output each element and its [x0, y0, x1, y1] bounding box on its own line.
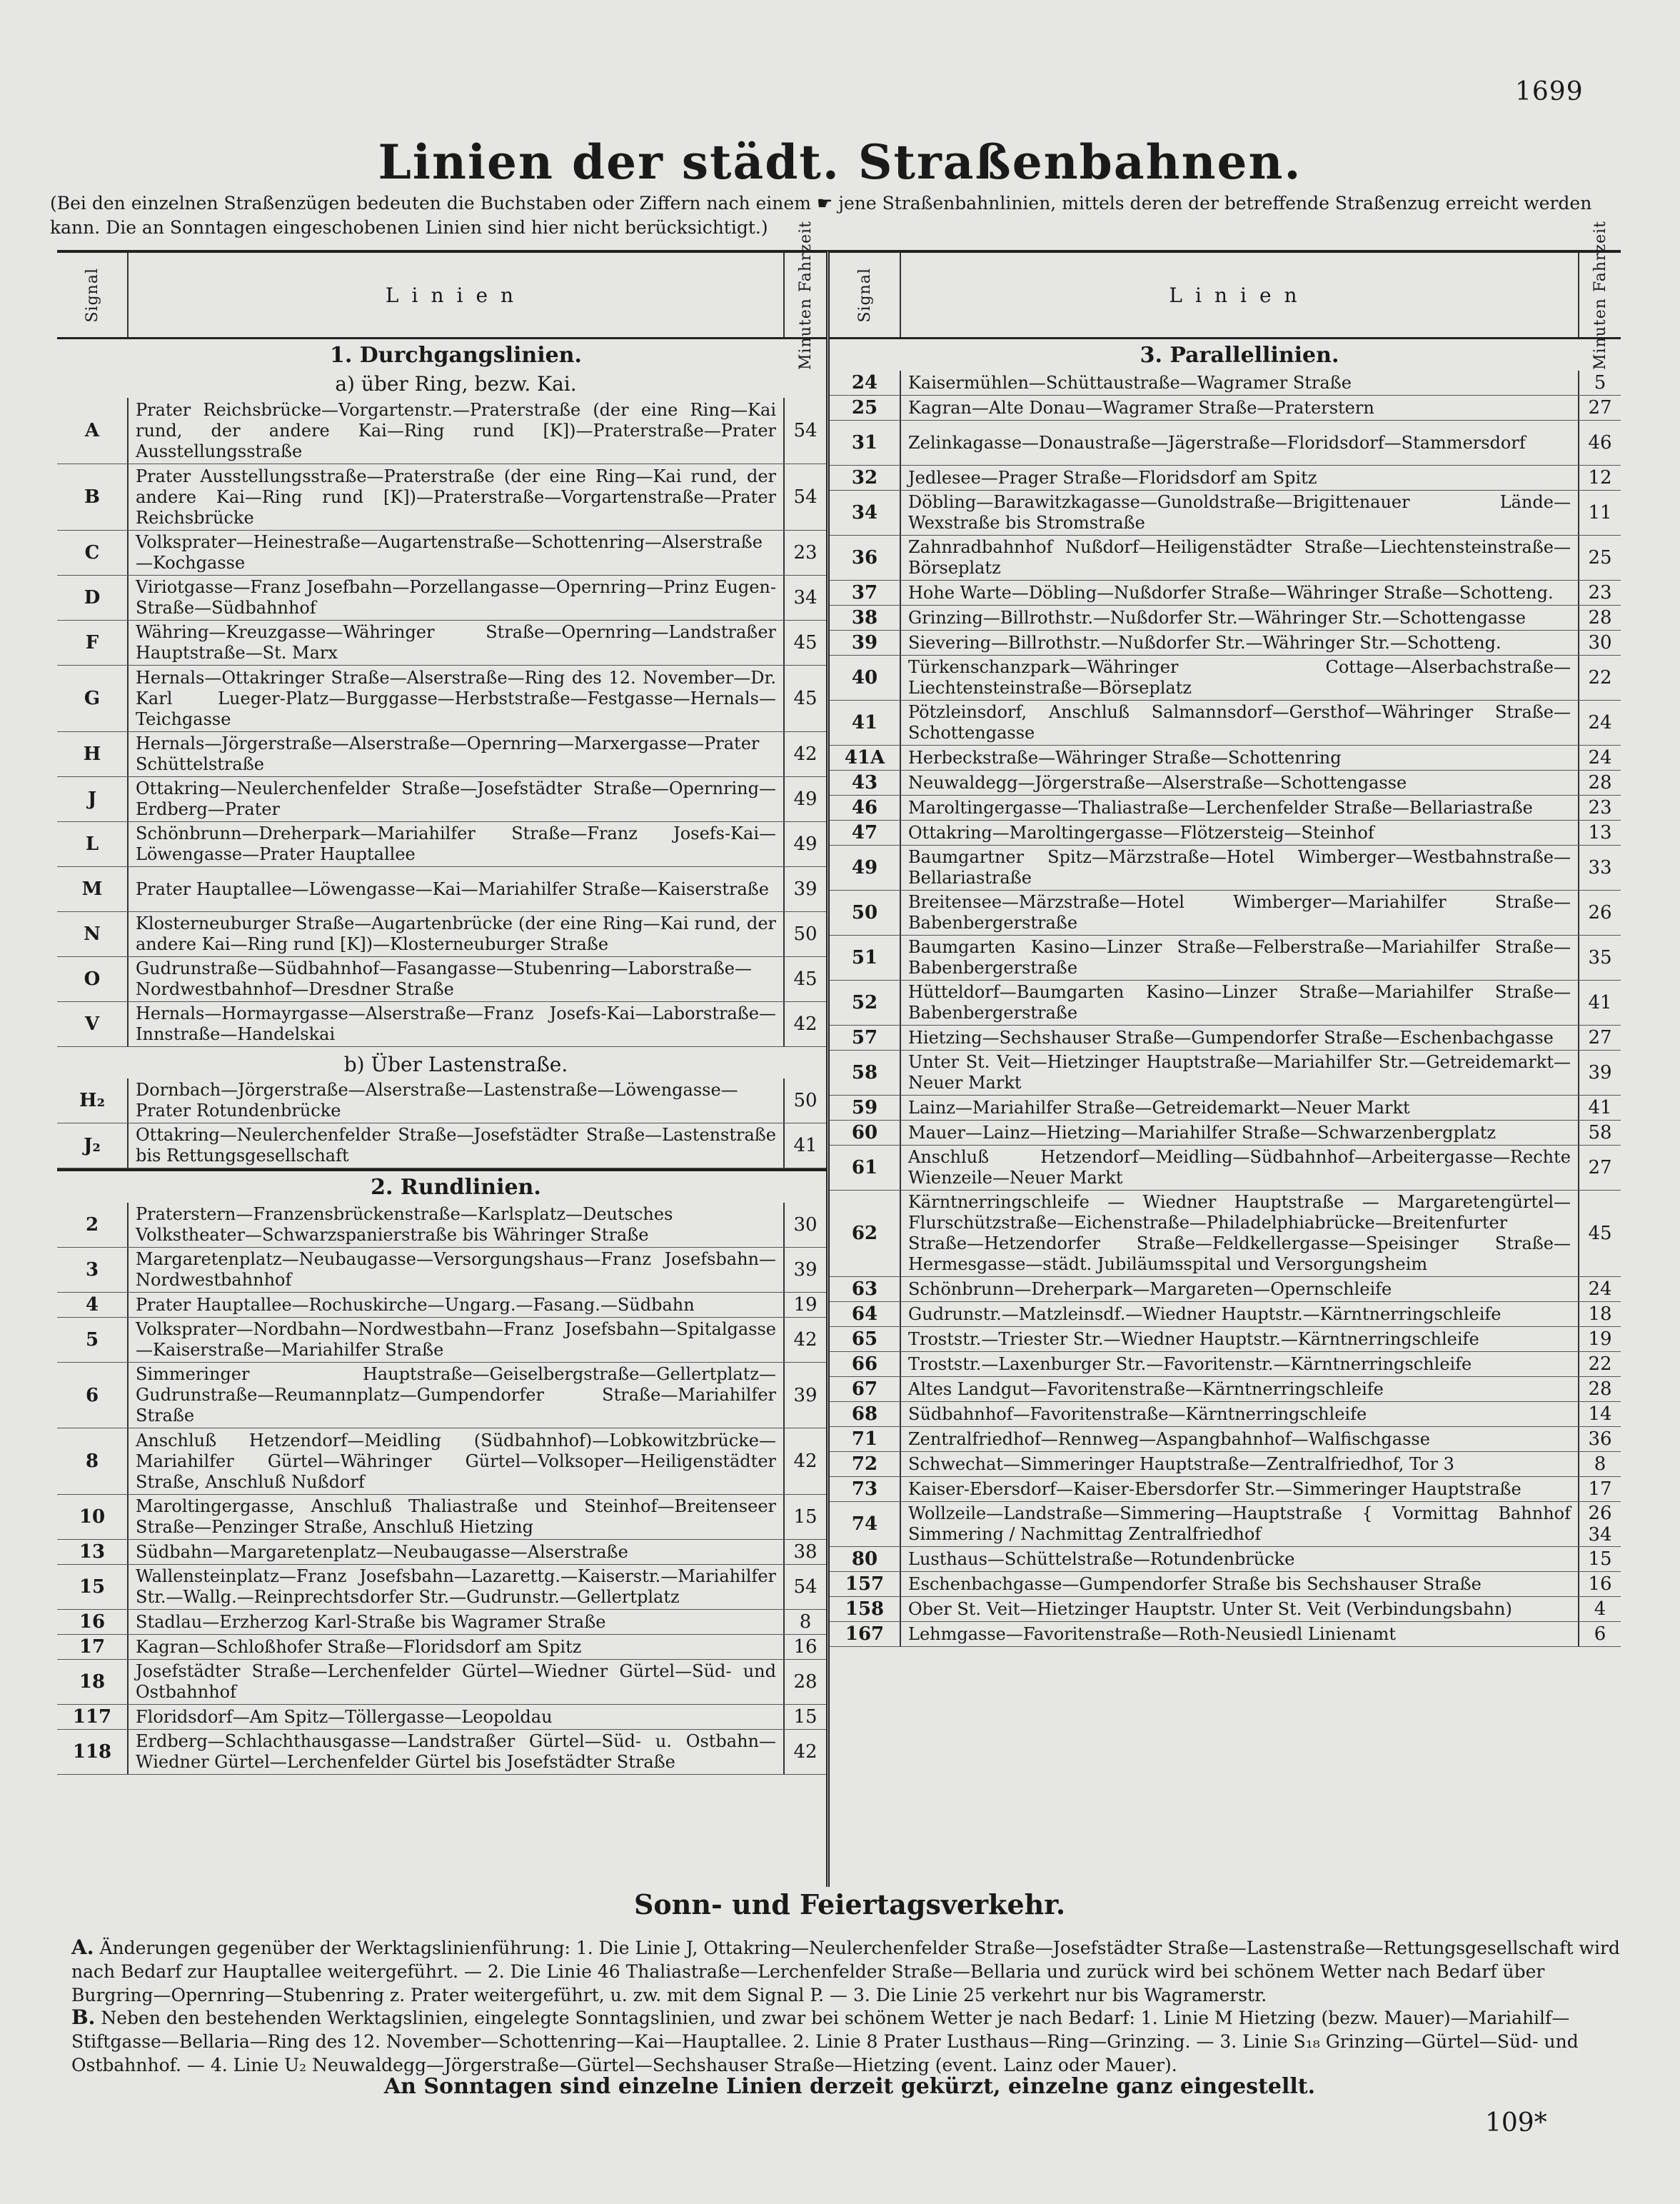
table-row — [830, 656, 1621, 701]
signal-cell: 49 — [830, 846, 901, 890]
route-cell: Hernals—Ottakringer Straße—Alserstraße—Ring des 12. November—Dr. Karl Lueger-Platz—Burggasse—Herbststraße—Festgasse—Hernals—Teichgasse — [136, 667, 776, 729]
signal-cell: 58 — [830, 1051, 901, 1095]
signal-cell: 32 — [830, 466, 901, 490]
signal-cell: 5 — [57, 1318, 129, 1362]
table-row — [57, 464, 826, 531]
minutes-cell: 28 — [1578, 1377, 1621, 1401]
route-cell: Schwechat—Simmeringer Hauptstraße—Zentralfriedhof, Tor 3 — [908, 1453, 1454, 1474]
route-cell: Troststr.—Triester Str.—Wiedner Hauptstr.—Kärntnerringschleife — [908, 1328, 1479, 1349]
table-row — [57, 531, 826, 576]
signal-cell: 61 — [830, 1146, 901, 1190]
route-cell: Praterstern—Franzensbrückenstraße—Karlsplatz—Deutsches Volkstheater—Schwarzspanierstraße bis Währinger Straße — [136, 1204, 673, 1245]
table-row — [830, 1477, 1621, 1502]
signal-cell: 43 — [830, 771, 901, 795]
route-cell: Floridsdorf—Am Spitz—Töllergasse—Leopoldau — [136, 1706, 553, 1727]
route-cell: Prater Hauptallee—Rochuskirche—Ungarg.—Fasang.—Südbahn — [136, 1294, 695, 1315]
route-cell: Unter St. Veit—Hietzinger Hauptstraße—Mariahilfer Str.—Getreidemarkt—Neuer Markt — [908, 1052, 1571, 1093]
subsection-heading: a) über Ring, bezw. Kai. — [335, 372, 577, 396]
intro-note: (Bei den einzelnen Straßenzügen bedeuten die Buchstaben oder Ziffern nach einem ☛ jene Straßenbahnlinien, mittels deren der betreffende Straßenzug erreicht werden kann. Die an Sonntagen eingeschobenen Linien sind hier nicht berücksichtigt.) — [50, 193, 1592, 238]
signal-cell: 37 — [830, 581, 901, 605]
route-cell: Zahnradbahnhof Nußdorf—Heiligenstädter Straße—Liechtensteinstraße—Börseplatz — [908, 537, 1571, 578]
section-heading: 1. Durchgangslinien. — [330, 343, 582, 368]
route-cell: Ottakring—Maroltingergasse—Flötzersteig—Steinhof — [908, 822, 1374, 843]
signal-cell: 167 — [830, 1622, 901, 1646]
route-cell: Eschenbachgasse—Gumpendorfer Straße bis Sechshauser Straße — [908, 1573, 1482, 1594]
route-cell: Jedlesee—Prager Straße—Floridsdorf am Spitz — [908, 467, 1317, 488]
minutes-cell: 16 — [783, 1635, 826, 1659]
signal-cell: 34 — [830, 491, 901, 535]
minutes-cell: 39 — [783, 1363, 826, 1428]
minutes-cell: 58 — [1578, 1121, 1621, 1145]
minutes-cell: 49 — [783, 822, 826, 866]
signal-cell: 47 — [830, 821, 901, 845]
table-row — [57, 912, 826, 957]
minutes-cell: 27 — [1578, 1146, 1621, 1190]
minutes-cell: 30 — [783, 1203, 826, 1247]
table-row — [830, 581, 1621, 606]
signal-cell: B — [57, 464, 129, 530]
minutes-cell: 24 — [1578, 701, 1621, 745]
table-row — [830, 536, 1621, 581]
signal-cell: 74 — [830, 1502, 901, 1546]
signal-cell: 15 — [57, 1565, 129, 1609]
right-table — [830, 220, 1621, 1887]
route-cell: Hütteldorf—Baumgarten Kasino—Linzer Straße—Mariahilfer Straße—Babenbergerstraße — [908, 982, 1571, 1023]
route-cell: Wallensteinplatz—Franz Josefsbahn—Lazarettg.—Kaiserstr.—Mariahilfer Str.—Wallg.—Reinprechtsdorfer Str.—Gudrunstr.—Gellertplatz — [136, 1566, 776, 1607]
signal-cell: 157 — [830, 1572, 901, 1596]
table-row — [830, 796, 1621, 821]
minutes-cell: 15 — [783, 1705, 826, 1729]
signal-cell: 63 — [830, 1277, 901, 1301]
table-row — [830, 891, 1621, 936]
sunday-note-a — [71, 1935, 1628, 2007]
table-row — [57, 1428, 826, 1495]
table-row — [57, 1002, 826, 1047]
signal-cell: 41 — [830, 701, 901, 745]
minutes-cell: 42 — [783, 1002, 826, 1046]
minutes-cell: 15 — [783, 1495, 826, 1539]
minutes-cell: 23 — [1578, 581, 1621, 605]
minutes-cell: 16 — [1578, 1572, 1621, 1596]
route-cell: Anschluß Hetzendorf—Meidling (Südbahnhof)—Lobkowitzbrücke—Mariahilfer Gürtel—Währinger Gürtel—Volksoper—Heiligenstädter Straße, Anschluß Nußdorf — [136, 1430, 776, 1492]
route-cell: Ottakring—Neulerchenfelder Straße—Josefstädter Straße—Opernring—Erdberg—Prater — [136, 778, 776, 819]
table-row — [830, 1502, 1621, 1547]
minutes-cell: 27 — [1578, 396, 1621, 420]
route-cell: Lusthaus—Schüttelstraße—Rotundenbrücke — [908, 1548, 1295, 1569]
minutes-cell: 35 — [1578, 936, 1621, 980]
signal-cell: V — [57, 1002, 129, 1046]
minutes-cell: 14 — [1578, 1402, 1621, 1426]
signal-cell: H₂ — [57, 1078, 129, 1123]
signal-cell: 8 — [57, 1428, 129, 1494]
signal-cell: 60 — [830, 1121, 901, 1145]
signal-cell: N — [57, 912, 129, 956]
minutes-cell: 41 — [783, 1123, 826, 1168]
route-cell: Gudrunstr.—Matzleinsdf.—Wiedner Hauptstr.—Kärntnerringschleife — [908, 1303, 1502, 1324]
table-row — [830, 746, 1621, 771]
minutes-cell: 45 — [783, 957, 826, 1001]
signal-cell: 118 — [57, 1730, 129, 1774]
table-row — [830, 936, 1621, 981]
table-row — [830, 421, 1621, 466]
minutes-cell: 38 — [783, 1540, 826, 1564]
signal-cell: M — [57, 867, 129, 911]
signal-cell: 68 — [830, 1402, 901, 1426]
minutes-cell: 45 — [1578, 1191, 1621, 1276]
table-row — [830, 631, 1621, 656]
route-cell: Währing—Kreuzgasse—Währinger Straße—Opernring—Landstraßer Hauptstraße—St. Marx — [136, 622, 776, 663]
minutes-cell: 28 — [783, 1660, 826, 1704]
table-row — [57, 822, 826, 867]
table-row — [57, 867, 826, 912]
table-row — [830, 1597, 1621, 1622]
route-cell: Hernals—Jörgerstraße—Alserstraße—Opernring—Marxergasse—Prater Schüttelstraße — [136, 733, 760, 774]
table-row — [830, 1352, 1621, 1377]
signal-cell: 50 — [830, 891, 901, 935]
signal-cell: 6 — [57, 1363, 129, 1428]
table-row — [830, 371, 1621, 396]
table-row — [830, 846, 1621, 891]
signal-cell: H — [57, 732, 129, 776]
minutes-cell: 54 — [783, 398, 826, 464]
route-cell: Südbahn—Margaretenplatz—Neubaugasse—Alserstraße — [136, 1541, 628, 1562]
route-cell: Dornbach—Jörgerstraße—Alserstraße—Lastenstraße—Löwengasse—Prater Rotundenbrücke — [136, 1080, 738, 1121]
signal-cell: O — [57, 957, 129, 1001]
note-text: Neben den bestehenden Werktagslinien, eingelegte Sonntagslinien, und zwar bei schönem Wetter je nach Bedarf: 1. Linie M Hietzing (bezw. Mauer)—Mariahilf—Stiftgasse—Bellaria—Ring des 12. November—Schottenring—Kai—Hauptallee. 2. Linie 8 Prater Lusthaus—Ring—Grinzing. — 3. Linie S₁₈ Grinzing—Gürtel—Süd- und Ostbahnhof. — 4. Linie U₂ Neuwaldegg—Jörgerstraße—Gürtel—Sechshauser Straße—Hietzing (event. Lainz oder Mauer). — [71, 2008, 1579, 2075]
right-table-body — [830, 339, 1621, 1647]
minutes-cell: 23 — [783, 531, 826, 575]
minutes-cell: 25 — [1578, 536, 1621, 580]
route-cell: Anschluß Hetzendorf—Meidling—Südbahnhof—Arbeitergasse—Rechte Wienzeile—Neuer Markt — [908, 1147, 1571, 1188]
table-row — [830, 491, 1621, 536]
signal-cell: 57 — [830, 1026, 901, 1050]
signal-cell: 31 — [830, 421, 901, 465]
minutes-cell: 50 — [783, 1078, 826, 1123]
note-text: Änderungen gegenüber der Werktagslinienführung: 1. Die Linie J, Ottakring—Neulerchenfelder Straße—Josefstädter Straße—Lastenstraße—Rettungsgesellschaft wird nach Bedarf zur Hauptallee weitergeführt. — 2. Die Linie 46 Thaliastraße—Lerchenfelder Straße—Bellaria und zurück wird bei schönem Wetter nach Bedarf über Burgring—Opernring—Stubenring z. Prater weitergeführt, u. zw. mit dem Signal P. — 3. Die Linie 25 verkehrt nur bis Wagramerstr. — [71, 1938, 1620, 2005]
table-row — [830, 1572, 1621, 1597]
table-row — [830, 1096, 1621, 1121]
table-row — [830, 1146, 1621, 1191]
minutes-cell: 5 — [1578, 371, 1621, 395]
route-cell: Baumgarten Kasino—Linzer Straße—Felberstraße—Mariahilfer Straße—Babenbergerstraße — [908, 937, 1571, 978]
table-row — [830, 396, 1621, 421]
route-cell: Stadlau—Erzherzog Karl-Straße bis Wagramer Straße — [136, 1611, 606, 1632]
table-row — [57, 1705, 826, 1730]
signal-cell: 158 — [830, 1597, 901, 1621]
signal-cell: 18 — [57, 1660, 129, 1704]
route-cell: Prater Reichsbrücke—Vorgartenstr.—Praterstraße (der eine Ring—Kai rund, der andere Kai—Ring rund [K])—Praterstraße—Prater Ausstellungsstraße — [136, 399, 776, 461]
signal-cell: L — [57, 822, 129, 866]
table-row — [57, 666, 826, 732]
signal-cell: C — [57, 531, 129, 575]
route-cell: Hernals—Hormayrgasse—Alserstraße—Franz Josefs-Kai—Laborstraße—Innstraße—Handelskai — [136, 1003, 776, 1044]
table-row — [57, 1203, 826, 1248]
signal-cell: J₂ — [57, 1123, 129, 1168]
table-row — [830, 1547, 1621, 1572]
table-row — [57, 1635, 826, 1660]
table-row — [830, 1427, 1621, 1452]
route-cell: Schönbrunn—Dreherpark—Margareten—Opernschleife — [908, 1278, 1392, 1299]
signal-cell: 38 — [830, 606, 901, 630]
minutes-cell: 30 — [1578, 631, 1621, 655]
table-row — [830, 1327, 1621, 1352]
table-row — [830, 1121, 1621, 1146]
signal-cell: 25 — [830, 396, 901, 420]
minutes-cell: 28 — [1578, 771, 1621, 795]
route-cell: Zelinkagasse—Donaustraße—Jägerstraße—Floridsdorf—Stammersdorf — [908, 432, 1526, 453]
table-row — [830, 1026, 1621, 1051]
minutes-cell: 22 — [1578, 656, 1621, 700]
route-cell: Kagran—Schloßhofer Straße—Floridsdorf am Spitz — [136, 1636, 582, 1657]
minutes-cell: 26 34 — [1578, 1502, 1621, 1546]
minutes-cell: 50 — [783, 912, 826, 956]
signal-cell: 73 — [830, 1477, 901, 1501]
route-cell: Grinzing—Billrothstr.—Nußdorfer Str.—Währinger Str.—Schottengasse — [908, 607, 1526, 628]
note-label: B. — [71, 2005, 96, 2029]
signal-cell: 17 — [57, 1635, 129, 1659]
route-cell: Josefstädter Straße—Lerchenfelder Gürtel—Wiedner Gürtel—Süd- und Ostbahnhof — [136, 1661, 776, 1702]
route-cell: Breitensee—Märzstraße—Hotel Wimberger—Mariahilfer Straße—Babenbergerstraße — [908, 892, 1571, 933]
signal-cell: D — [57, 576, 129, 620]
minutes-cell: 46 — [1578, 421, 1621, 465]
table-row — [57, 398, 826, 464]
route-cell: Baumgartner Spitz—Märzstraße—Hotel Wimberger—Westbahnstraße—Bellariastraße — [908, 847, 1571, 888]
route-cell: Altes Landgut—Favoritenstraße—Kärntnerringschleife — [908, 1378, 1384, 1399]
table-row — [57, 576, 826, 621]
signal-cell: J — [57, 777, 129, 821]
table-row — [57, 1123, 826, 1168]
minutes-cell: 45 — [783, 666, 826, 731]
table-row — [830, 1402, 1621, 1427]
table-row — [57, 1363, 826, 1428]
signal-cell: 3 — [57, 1248, 129, 1292]
minutes-cell: 41 — [1578, 1096, 1621, 1120]
signal-cell: 13 — [57, 1540, 129, 1564]
route-cell: Gudrunstraße—Südbahnhof—Fasangasse—Stubenring—Laborstraße—Nordwestbahnhof—Dresdner Straße — [136, 958, 752, 999]
table-row — [830, 1277, 1621, 1302]
minutes-cell: 19 — [783, 1293, 826, 1317]
table-row — [830, 1191, 1621, 1277]
signal-header: Signal — [855, 267, 874, 323]
route-cell: Südbahnhof—Favoritenstraße—Kärntnerringschleife — [908, 1403, 1367, 1424]
table-row — [57, 1248, 826, 1293]
route-cell: Lehmgasse—Favoritenstraße—Roth-Neusiedl Linienamt — [908, 1623, 1397, 1644]
minutes-cell: 34 — [783, 576, 826, 620]
route-cell: Klosterneuburger Straße—Augartenbrücke (der eine Ring—Kai rund, der andere Kai—Ring rund [K])—Klosterneuburger Straße — [136, 913, 776, 954]
signal-cell: 71 — [830, 1427, 901, 1451]
sunday-note-b — [71, 2005, 1628, 2077]
signal-cell: 24 — [830, 371, 901, 395]
minutes-cell: 54 — [783, 464, 826, 530]
route-cell: Schönbrunn—Dreherpark—Mariahilfer Straße—Franz Josefs-Kai—Löwengasse—Prater Hauptallee — [136, 823, 776, 864]
minutes-cell: 17 — [1578, 1477, 1621, 1501]
route-cell: Pötzleinsdorf, Anschluß Salmannsdorf—Gersthof—Währinger Straße—Schottengasse — [908, 702, 1571, 743]
route-cell: Maroltingergasse, Anschluß Thaliastraße und Steinhof—Breitenseer Straße—Penzinger Straße, Anschluß Hietzing — [136, 1496, 776, 1537]
table-row — [57, 1565, 826, 1610]
linien-header: Linien — [901, 253, 1579, 337]
route-cell: Margaretenplatz—Neubaugasse—Versorgungshaus—Franz Josefsbahn—Nordwestbahnhof — [136, 1249, 776, 1290]
signal-cell: 62 — [830, 1191, 901, 1276]
page-title: Linien der städt. Straßenbahnen. — [378, 134, 1302, 190]
signal-cell: 16 — [57, 1610, 129, 1634]
signal-cell: G — [57, 666, 129, 731]
signal-cell: A — [57, 398, 129, 464]
signal-cell: 4 — [57, 1293, 129, 1317]
table-row — [830, 1302, 1621, 1327]
table-row — [57, 732, 826, 777]
linien-header: Linien — [129, 253, 785, 337]
route-cell: Prater Ausstellungsstraße—Praterstraße (der eine Ring—Kai rund, der andere Kai—Ring rund [K])—Praterstraße—Vorgartenstraße—Prater Reichsbrücke — [136, 466, 776, 528]
minutes-cell: 39 — [783, 1248, 826, 1292]
minutes-cell: 8 — [1578, 1452, 1621, 1476]
route-cell: Wollzeile—Landstraße—Simmering—Hauptstraße { Vormittag Bahnhof Simmering / Nachmittag Zentralfriedhof — [908, 1503, 1571, 1544]
table-row — [57, 621, 826, 666]
minutes-cell: 24 — [1578, 1277, 1621, 1301]
left-table-body — [57, 339, 826, 1775]
route-cell: Prater Hauptallee—Löwengasse—Kai—Mariahilfer Straße—Kaiserstraße — [136, 878, 769, 899]
route-cell: Viriotgasse—Franz Josefbahn—Porzellangasse—Opernring—Prinz Eugen-Straße—Südbahnhof — [136, 577, 776, 618]
table-row — [830, 606, 1621, 631]
table-row — [830, 771, 1621, 796]
section-heading: 3. Parallellinien. — [1140, 343, 1339, 368]
sunday-heading: Sonn- und Feiertagsverkehr. — [633, 1888, 1066, 1920]
table-row — [57, 1293, 826, 1318]
minutes-cell: 42 — [783, 1428, 826, 1494]
table-row — [830, 821, 1621, 846]
minutes-cell: 39 — [783, 867, 826, 911]
minutes-cell: 42 — [783, 1318, 826, 1362]
minutes-header: Minuten Fahrzeit — [1591, 220, 1609, 370]
table-row — [57, 1540, 826, 1565]
table-row — [830, 1452, 1621, 1477]
minutes-cell: 6 — [1578, 1622, 1621, 1646]
minutes-cell: 18 — [1578, 1302, 1621, 1326]
table-row — [57, 1610, 826, 1635]
route-cell: Döbling—Barawitzkagasse—Gunoldstraße—Brigittenauer Lände—Wexstraße bis Stromstraße — [908, 492, 1571, 533]
minutes-cell: 19 — [1578, 1327, 1621, 1351]
minutes-cell: 4 — [1578, 1597, 1621, 1621]
minutes-cell: 13 — [1578, 821, 1621, 845]
minutes-header: Minuten Fahrzeit — [796, 220, 815, 370]
route-cell: Lainz—Mariahilfer Straße—Getreidemarkt—Neuer Markt — [908, 1097, 1410, 1118]
table-row — [830, 1377, 1621, 1402]
route-cell: Volksprater—Heinestraße—Augartenstraße—Schottenring—Alserstraße—Kochgasse — [136, 532, 763, 573]
minutes-cell: 15 — [1578, 1547, 1621, 1571]
table-row — [830, 981, 1621, 1026]
signal-cell: 67 — [830, 1377, 901, 1401]
minutes-cell: 42 — [783, 732, 826, 776]
signal-cell: 59 — [830, 1096, 901, 1120]
minutes-cell: 39 — [1578, 1051, 1621, 1095]
minutes-cell: 42 — [783, 1730, 826, 1774]
minutes-cell: 36 — [1578, 1427, 1621, 1451]
signal-cell: 41A — [830, 746, 901, 770]
table-row — [57, 1078, 826, 1123]
route-cell: Kaiser-Ebersdorf—Kaiser-Ebersdorfer Str.—Simmeringer Hauptstraße — [908, 1478, 1521, 1499]
table-row — [830, 1622, 1621, 1647]
route-cell: Volksprater—Nordbahn—Nordwestbahn—Franz Josefsbahn—Spitalgasse—Kaiserstraße—Mariahilfer Straße — [136, 1319, 776, 1360]
minutes-cell: 28 — [1578, 606, 1621, 630]
minutes-cell: 49 — [783, 777, 826, 821]
table-row — [830, 1051, 1621, 1096]
sunday-note-c: An Sonntagen sind einzelne Linien derzeit gekürzt, einzelne ganz eingestellt. — [383, 2074, 1316, 2099]
route-cell: Simmeringer Hauptstraße—Geiselbergstraße—Gellertplatz—Gudrunstraße—Reumannplatz—Gumpendorfer Straße—Mariahilfer Straße — [136, 1364, 776, 1426]
route-cell: Mauer—Lainz—Hietzing—Mariahilfer Straße—Schwarzenbergplatz — [908, 1122, 1497, 1143]
route-cell: Türkenschanzpark—Währinger Cottage—Alserbachstraße—Liechtensteinstraße—Börseplatz — [908, 657, 1571, 698]
route-cell: Kaisermühlen—Schüttaustraße—Wagramer Straße — [908, 372, 1352, 393]
signal-cell: 66 — [830, 1352, 901, 1376]
minutes-cell: 23 — [1578, 796, 1621, 820]
route-cell: Troststr.—Laxenburger Str.—Favoritenstr.—Kärntnerringschleife — [908, 1353, 1472, 1374]
route-cell: Herbeckstraße—Währinger Straße—Schottenring — [908, 747, 1342, 768]
minutes-cell: 8 — [783, 1610, 826, 1634]
signal-cell: 80 — [830, 1547, 901, 1571]
route-cell: Kärntnerringschleife — Wiedner Hauptstraße — Margaretengürtel—Flurschützstraße—Eichenstraße—Philadelphiabrücke—Breitenfurter Straße—Hetzendorfer Straße—Feldkellergasse—Speisinger Straße—Hermesgasse—städt. Jubiläumsspital und Versorgungsheim — [908, 1192, 1571, 1274]
minutes-cell: 24 — [1578, 746, 1621, 770]
signal-cell: F — [57, 621, 129, 665]
signal-cell: 65 — [830, 1327, 901, 1351]
route-cell: Kagran—Alte Donau—Wagramer Straße—Praterstern — [908, 397, 1374, 418]
signal-cell: 117 — [57, 1705, 129, 1729]
route-cell: Sievering—Billrothstr.—Nußdorfer Str.—Währinger Str.—Schotteng. — [908, 632, 1502, 653]
signal-cell: 39 — [830, 631, 901, 655]
footer-page-number: 109* — [1485, 2108, 1547, 2138]
signal-cell: 2 — [57, 1203, 129, 1247]
minutes-cell: 22 — [1578, 1352, 1621, 1376]
route-cell: Hohe Warte—Döbling—Nußdorfer Straße—Währinger Straße—Schotteng. — [908, 582, 1554, 603]
table-row — [57, 1495, 826, 1540]
minutes-cell: 41 — [1578, 981, 1621, 1025]
signal-cell: 40 — [830, 656, 901, 700]
signal-header: Signal — [83, 267, 101, 323]
route-cell: Ober St. Veit—Hietzinger Hauptstr. Unter St. Veit (Verbindungsbahn) — [908, 1598, 1512, 1619]
note-label: A. — [71, 1935, 94, 1959]
route-cell: Maroltingergasse—Thaliastraße—Lerchenfelder Straße—Bellariastraße — [908, 797, 1533, 818]
signal-cell: 46 — [830, 796, 901, 820]
page-number: 1699 — [1515, 77, 1584, 106]
table-row — [830, 701, 1621, 746]
signal-cell: 64 — [830, 1302, 901, 1326]
signal-cell: 51 — [830, 936, 901, 980]
route-cell: Hietzing—Sechshauser Straße—Gumpendorfer Straße—Eschenbachgasse — [908, 1027, 1554, 1048]
route-cell: Ottakring—Neulerchenfelder Straße—Josefstädter Straße—Lastenstraße bis Rettungsgesellschaft — [136, 1125, 776, 1166]
table-row — [57, 957, 826, 1002]
minutes-cell: 26 — [1578, 891, 1621, 935]
minutes-cell: 11 — [1578, 491, 1621, 535]
left-table — [57, 220, 830, 1887]
signal-cell: 36 — [830, 536, 901, 580]
minutes-cell: 33 — [1578, 846, 1621, 890]
minutes-cell: 12 — [1578, 466, 1621, 490]
table-row — [57, 1318, 826, 1363]
route-cell: Neuwaldegg—Jörgerstraße—Alserstraße—Schottengasse — [908, 772, 1407, 793]
table-row — [830, 466, 1621, 491]
table-row — [57, 1730, 826, 1775]
route-cell: Erdberg—Schlachthausgasse—Landstraßer Gürtel—Süd- u. Ostbahn—Wiedner Gürtel—Lerchenfelder Gürtel bis Josefstädter Straße — [136, 1731, 776, 1772]
subsection-heading: b) Über Lastenstraße. — [343, 1053, 568, 1076]
route-cell: Zentralfriedhof—Rennweg—Aspangbahnhof—Walfischgasse — [908, 1428, 1430, 1449]
minutes-cell: 45 — [783, 621, 826, 665]
table-row — [57, 777, 826, 822]
signal-cell: 72 — [830, 1452, 901, 1476]
signal-cell: 10 — [57, 1495, 129, 1539]
signal-cell: 52 — [830, 981, 901, 1025]
minutes-cell: 54 — [783, 1565, 826, 1609]
minutes-cell: 27 — [1578, 1026, 1621, 1050]
section-heading: 2. Rundlinien. — [371, 1175, 541, 1200]
table-row — [57, 1660, 826, 1705]
